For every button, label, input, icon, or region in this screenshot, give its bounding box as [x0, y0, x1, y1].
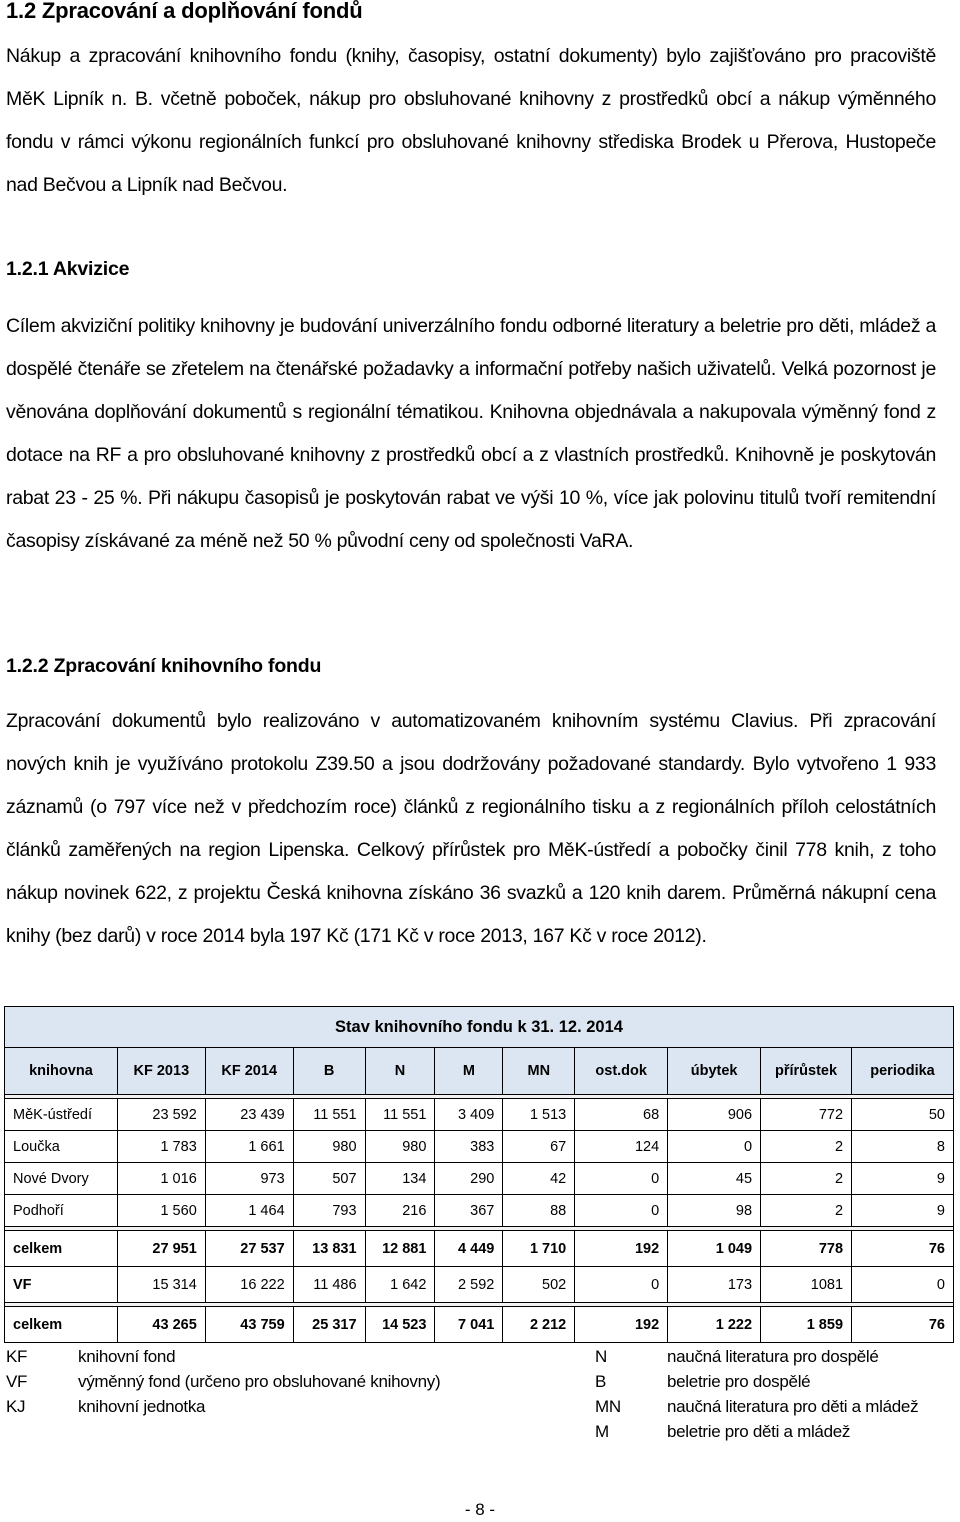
table-cell: 11 551	[365, 1099, 435, 1131]
table-cell: 76	[852, 1231, 954, 1267]
table-cell: 2 212	[503, 1307, 575, 1343]
table-row	[5, 1195, 954, 1227]
table-row-label: knihovna	[5, 1048, 118, 1095]
table-title: Stav knihovního fondu k 31. 12. 2014	[5, 1007, 954, 1048]
table-cell: 0	[575, 1267, 668, 1303]
legend-text: knihovní jednotka	[78, 1397, 206, 1416]
table-cell: 793	[293, 1195, 365, 1227]
table-cell: 2	[761, 1163, 852, 1195]
table-cell: 68	[575, 1099, 668, 1131]
table-cell: 11 486	[293, 1267, 365, 1303]
legend-text: výměnný fond (určeno pro obsluhované knihovny)	[78, 1372, 441, 1391]
table-cell: 0	[575, 1195, 668, 1227]
table-cell: 42	[503, 1163, 575, 1195]
table-cell: 14 523	[365, 1307, 435, 1343]
table-row-label: celkem	[5, 1307, 118, 1343]
table-row-label: Loučka	[5, 1131, 118, 1163]
table-cell: 173	[668, 1267, 761, 1303]
table-cell: B	[293, 1048, 365, 1095]
table-cell: 45	[668, 1163, 761, 1195]
table-cell: 383	[435, 1131, 503, 1163]
table-cell: 9	[852, 1163, 954, 1195]
page-number: - 8 -	[464, 1500, 496, 1519]
table-cell: 980	[293, 1131, 365, 1163]
akvizice-heading: 1.2.1 Akvizice	[6, 258, 130, 280]
table-cell: 1 049	[668, 1231, 761, 1267]
legend-abbr: KJ	[6, 1397, 26, 1416]
table-cell: 290	[435, 1163, 503, 1195]
table-row-label: celkem	[5, 1231, 118, 1267]
table-cell: 1 710	[503, 1231, 575, 1267]
legend-text: naučná literatura pro dospělé	[667, 1347, 879, 1366]
table-cell: úbytek	[668, 1048, 761, 1095]
table-cell: 76	[852, 1307, 954, 1343]
legend-text: knihovní fond	[78, 1347, 176, 1366]
table-cell: M	[435, 1048, 503, 1095]
table-row-label: MěK-ústředí	[5, 1099, 118, 1131]
legend-abbr: MN	[595, 1397, 621, 1416]
table-cell: 0	[668, 1131, 761, 1163]
legend-abbr: KF	[6, 1347, 28, 1366]
table-cell: 1 661	[205, 1131, 293, 1163]
table-cell: 23 439	[205, 1099, 293, 1131]
legend-abbr: B	[595, 1372, 607, 1391]
legend-text: beletrie pro děti a mládež	[667, 1422, 851, 1441]
table-cell: 27 951	[117, 1231, 205, 1267]
fund-table	[4, 1006, 954, 1343]
table-cell: N	[365, 1048, 435, 1095]
table-cell: 1 513	[503, 1099, 575, 1131]
table-cell: 2 592	[435, 1267, 503, 1303]
table-cell: 2	[761, 1195, 852, 1227]
table-cell: 7 041	[435, 1307, 503, 1343]
table-cell: 27 537	[205, 1231, 293, 1267]
table-row-label: VF	[5, 1267, 118, 1303]
table-cell: 23 592	[117, 1099, 205, 1131]
legend-abbr: M	[595, 1422, 609, 1441]
table-cell: 0	[575, 1163, 668, 1195]
table-cell: 1 464	[205, 1195, 293, 1227]
table-cell: 1 560	[117, 1195, 205, 1227]
table-cell: ost.dok	[575, 1048, 668, 1095]
table-cell: 25 317	[293, 1307, 365, 1343]
akvizice-paragraph: Cílem akviziční politiky knihovny je budování univerzálního fondu odborné literatury a beletrie pro děti, mládež a dospělé čtenáře se zřetelem na čtenářské požadavky a informační potřeby našich uživatelů. Velká pozornost je věnována doplňování dokumentů s regionální tématikou. Knihovna objednávala a nakupovala výměnný fond z dotace na RF a pro obsluhované knihovny z prostředků obcí a z vlastních prostředků. Knihovně je poskytován rabat 23 - 25 %. Při nákupu časopisů je poskytován rabat ve výši 10 %, více jak polovinu titulů tvoří remitendní časopisy získávané za méně než 50 % původní ceny od společnosti VaRA.	[6, 315, 936, 552]
table-cell: 43 265	[117, 1307, 205, 1343]
table-cell: 367	[435, 1195, 503, 1227]
table-cell: 134	[365, 1163, 435, 1195]
table-cell: 1 783	[117, 1131, 205, 1163]
table-cell: 778	[761, 1231, 852, 1267]
table-cell: KF 2014	[205, 1048, 293, 1095]
table-cell: 9	[852, 1195, 954, 1227]
table-row	[5, 1267, 954, 1303]
table-cell: 1 016	[117, 1163, 205, 1195]
table-row-label: Nové Dvory	[5, 1163, 118, 1195]
table-cell: 507	[293, 1163, 365, 1195]
table-cell: 12 881	[365, 1231, 435, 1267]
table-cell: 973	[205, 1163, 293, 1195]
table-cell: 88	[503, 1195, 575, 1227]
section-heading: 1.2 Zpracování a doplňování fondů	[6, 0, 363, 23]
legend-abbr: VF	[6, 1372, 28, 1391]
table-row	[5, 1131, 954, 1163]
table-cell: 1 859	[761, 1307, 852, 1343]
table-cell: 192	[575, 1231, 668, 1267]
legend-text: naučná literatura pro děti a mládež	[667, 1397, 919, 1416]
intro-paragraph: Nákup a zpracování knihovního fondu (knihy, časopisy, ostatní dokumenty) bylo zajišťováno pro pracoviště MěK Lipník n. B. včetně poboček, nákup pro obsluhované knihovny z prostředků obcí a nákup výměnného fondu v rámci výkonu regionálních funkcí pro obsluhované knihovny střediska Brodek u Přerova, Hustopeče nad Bečvou a Lipník nad Bečvou.	[6, 45, 936, 196]
table-cell: 98	[668, 1195, 761, 1227]
table-cell: 906	[668, 1099, 761, 1131]
table-cell: 124	[575, 1131, 668, 1163]
table-cell: 1 642	[365, 1267, 435, 1303]
table-header-row	[5, 1048, 954, 1095]
table-cell: periodika	[852, 1048, 954, 1095]
table-cell: 772	[761, 1099, 852, 1131]
table-cell: 502	[503, 1267, 575, 1303]
table-cell: 0	[852, 1267, 954, 1303]
table-cell: 1081	[761, 1267, 852, 1303]
table-cell: 11 551	[293, 1099, 365, 1131]
table-row	[5, 1099, 954, 1131]
table-cell: 980	[365, 1131, 435, 1163]
table-cell: 216	[365, 1195, 435, 1227]
table-cell: 4 449	[435, 1231, 503, 1267]
table-row	[5, 1231, 954, 1267]
table-cell: KF 2013	[117, 1048, 205, 1095]
table-cell: 50	[852, 1099, 954, 1131]
table-cell: přírůstek	[761, 1048, 852, 1095]
legend-text: beletrie pro dospělé	[667, 1372, 811, 1391]
table-row-label: Podhoří	[5, 1195, 118, 1227]
table-row	[5, 1307, 954, 1343]
table-row	[5, 1163, 954, 1195]
table-cell: 192	[575, 1307, 668, 1343]
table-cell: MN	[503, 1048, 575, 1095]
table-cell: 43 759	[205, 1307, 293, 1343]
legend-abbr: N	[595, 1347, 607, 1366]
table-cell: 67	[503, 1131, 575, 1163]
table-cell: 1 222	[668, 1307, 761, 1343]
zpracovani-heading: 1.2.2 Zpracování knihovního fondu	[6, 655, 322, 677]
table-cell: 3 409	[435, 1099, 503, 1131]
table-cell: 16 222	[205, 1267, 293, 1303]
table-cell: 2	[761, 1131, 852, 1163]
zpracovani-paragraph: Zpracování dokumentů bylo realizováno v automatizovaném knihovním systému Clavius. Při zpracování nových knih je využíváno protokolu Z39.50 a jsou dodržovány požadované standardy. Bylo vytvořeno 1 933 záznamů (o 797 více než v předchozím roce) článků z regionálního tisku a z regionálních příloh celostátních článků zaměřených na region Lipenska. Celkový přírůstek pro MěK-ústředí a pobočky činil 778 knih, z toho nákup novinek 622, z projektu Česká knihovna získáno 36 svazků a 120 knih darem. Průměrná nákupní cena knihy (bez darů) v roce 2014 byla 197 Kč (171 Kč v roce 2013, 167 Kč v roce 2012).	[6, 710, 936, 947]
table-cell: 15 314	[117, 1267, 205, 1303]
table-cell: 8	[852, 1131, 954, 1163]
table-cell: 13 831	[293, 1231, 365, 1267]
